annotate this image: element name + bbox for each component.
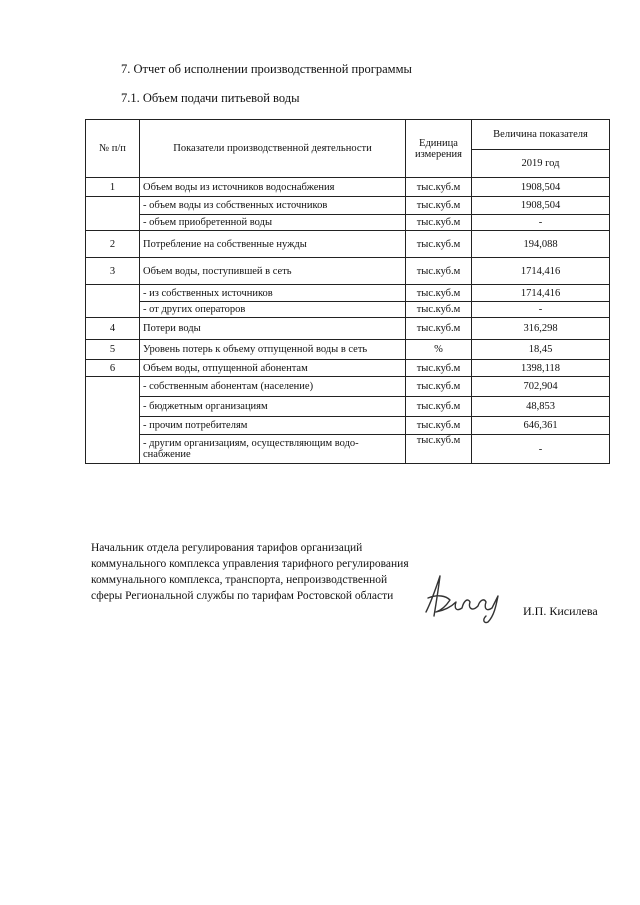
signatory-name: И.П. Кисилева	[523, 604, 598, 618]
row-value: 194,088	[472, 231, 610, 258]
row-unit: тыс.куб.м	[406, 197, 472, 215]
row-unit: тыс.куб.м	[406, 360, 472, 377]
row-value: 18,45	[472, 340, 610, 360]
row-num	[86, 197, 140, 231]
table-row	[86, 318, 610, 340]
row-num	[86, 285, 140, 318]
table-row	[86, 340, 610, 360]
col-header-indicator: Показатели производственной деятельности	[140, 120, 406, 178]
row-num: 4	[86, 318, 140, 340]
table-row	[86, 397, 610, 417]
row-value: 702,904	[472, 377, 610, 397]
row-value: 1714,416	[472, 258, 610, 285]
row-value: 1908,504	[472, 197, 610, 215]
row-unit: тыс.куб.м	[406, 285, 472, 302]
row-value: -	[472, 435, 610, 464]
row-label: Потребление на собственные нужды	[140, 231, 406, 258]
table-row	[86, 197, 610, 215]
row-unit: тыс.куб.м	[406, 417, 472, 435]
row-value: -	[472, 215, 610, 231]
table-row	[86, 178, 610, 197]
table-row	[86, 302, 610, 318]
table-row	[86, 360, 610, 377]
table-row	[86, 215, 610, 231]
row-unit: тыс.куб.м	[406, 435, 472, 464]
row-value: 48,853	[472, 397, 610, 417]
row-label: Объем воды, поступившей в сеть	[140, 258, 406, 285]
col-header-unit: Единица измерения	[406, 120, 472, 178]
row-num: 1	[86, 178, 140, 197]
section-heading: 7. Отчет об исполнении производственной программы	[121, 62, 412, 76]
row-num: 2	[86, 231, 140, 258]
table-row	[86, 285, 610, 302]
row-unit: тыс.куб.м	[406, 258, 472, 285]
row-value: 316,298	[472, 318, 610, 340]
row-unit: %	[406, 340, 472, 360]
row-label: Объем воды, отпущенной абонентам	[140, 360, 406, 377]
row-label: - прочим потребителям	[140, 417, 406, 435]
row-label: - собственным абонентам (население)	[140, 377, 406, 397]
row-label: - объем воды из собственных источников	[140, 197, 406, 215]
row-unit: тыс.куб.м	[406, 215, 472, 231]
row-label: Уровень потерь к объему отпущенной воды в сеть	[140, 340, 406, 360]
row-unit: тыс.куб.м	[406, 231, 472, 258]
row-value: 1714,416	[472, 285, 610, 302]
row-unit: тыс.куб.м	[406, 377, 472, 397]
row-value: -	[472, 302, 610, 318]
row-label: - объем приобретенной воды	[140, 215, 406, 231]
col-header-value-group: Величина показателя	[472, 120, 610, 150]
col-header-year: 2019 год	[472, 150, 610, 178]
row-num: 5	[86, 340, 140, 360]
handwritten-signature	[420, 570, 515, 625]
row-unit: тыс.куб.м	[406, 397, 472, 417]
row-label: Объем воды из источников водоснабжения	[140, 178, 406, 197]
water-supply-table	[85, 119, 610, 464]
row-label: - другим организациям, осуществляющим водо-снабжение	[140, 435, 406, 464]
row-num	[86, 377, 140, 464]
row-unit: тыс.куб.м	[406, 318, 472, 340]
row-value: 1908,504	[472, 178, 610, 197]
signatory-position: Начальник отдела регулирования тарифов организаций коммунального комплекса управления тарифного регулирования коммунального комплекса, транспорта, непроизводственной сферы Региональной службы по тарифам Ростовской области	[91, 542, 409, 602]
table-row	[86, 258, 610, 285]
row-label: Потери воды	[140, 318, 406, 340]
col-header-num: № п/п	[86, 120, 140, 178]
row-value: 646,361	[472, 417, 610, 435]
row-label: - из собственных источников	[140, 285, 406, 302]
table-row	[86, 377, 610, 397]
row-value: 1398,118	[472, 360, 610, 377]
row-unit: тыс.куб.м	[406, 302, 472, 318]
row-unit: тыс.куб.м	[406, 178, 472, 197]
row-label: - от других операторов	[140, 302, 406, 318]
row-num: 6	[86, 360, 140, 377]
subsection-heading: 7.1. Объем подачи питьевой воды	[121, 91, 300, 105]
row-label: - бюджетным организациям	[140, 397, 406, 417]
row-num: 3	[86, 258, 140, 285]
table-row	[86, 231, 610, 258]
table-row	[86, 417, 610, 435]
table-row	[86, 435, 610, 464]
